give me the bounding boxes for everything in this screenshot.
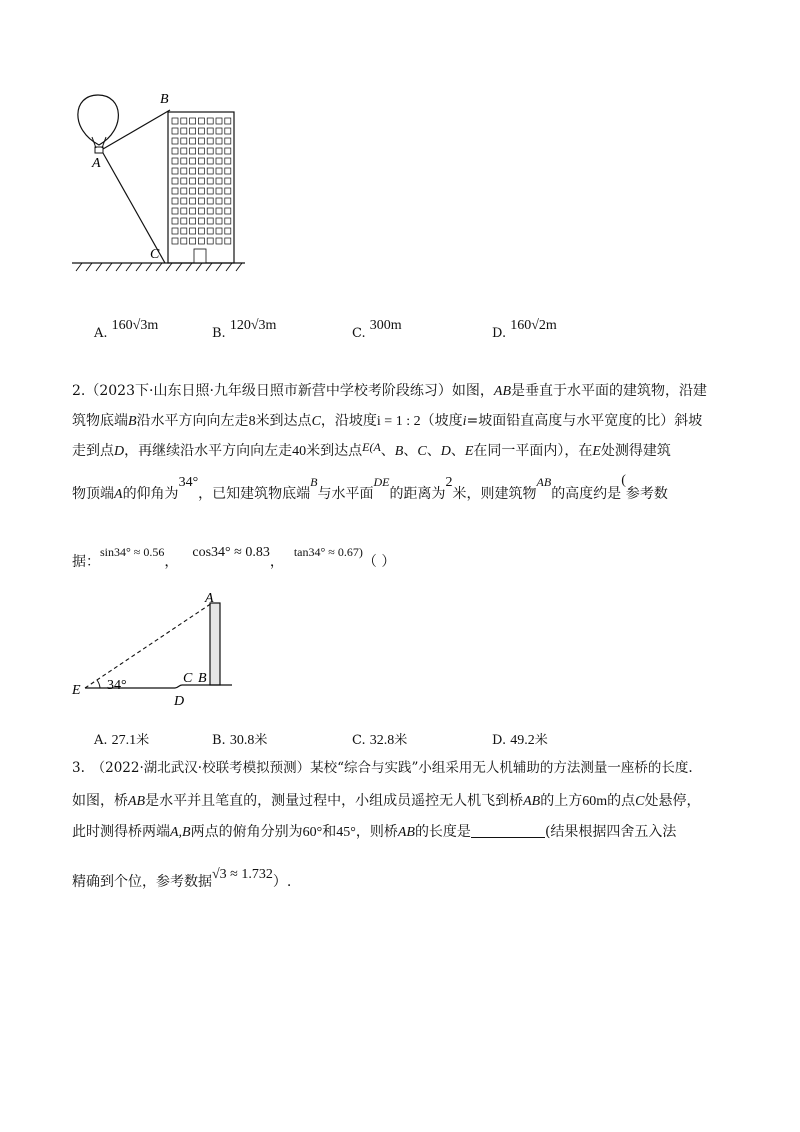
fig2-label-C: C [183,671,193,686]
q3-line-4: 精确到个位，参考数据√3 ≈ 1.732）. [72,867,292,890]
q2-option-a[interactable] [94,729,149,749]
option-value: 300m [369,318,402,333]
q1-option-b[interactable] [212,318,277,342]
q2-line-3: 走到点D，再继续沿水平方向向左走40米到达点E(A、B、C、D、E在同一平面内），在E处测得建筑 [72,440,671,459]
option-letter: B. [212,733,226,748]
option-value: 30.8 [229,733,255,748]
fig2-label-A: A [205,591,214,606]
fig1-label-A: A [92,156,101,171]
option-unit: 米 [394,733,408,748]
option-letter: D. [492,326,507,341]
fig2-label-E: E [72,683,81,698]
option-letter: B. [212,326,226,341]
figure-elevation-slope [60,588,260,723]
q3-line-1: 3. （2022·湖北武汉·校联考模拟预测）某校“综合与实践”小组采用无人机辅助的方法测量一座桥的长度. [72,760,693,776]
option-letter: C. [352,326,366,341]
q3-line-3: 此时测得桥两端A,B两点的俯角分别为60°和45°，则桥AB的长度是 (结果根据四舍五入法 [72,824,677,840]
answer-blank[interactable] [471,823,545,838]
q1-option-a[interactable] [94,318,159,342]
fig1-label-C: C [150,247,160,262]
q2-option-b[interactable] [212,729,267,749]
q2-line-2: 筑物底端B沿水平方向向左走8米到达点C，沿坡度i = 1 : 2（坡度i=坡面铅直高度与水平宽度的比）斜坡 [72,413,703,429]
option-unit: 米 [136,733,150,748]
option-value: 120√3m [229,318,277,333]
option-value: 49.2 [510,733,535,748]
option-value: 32.8 [369,733,395,748]
fig2-label-B: B [198,671,207,686]
q2-option-c[interactable] [352,729,407,749]
option-unit: 米 [534,733,548,748]
option-value: 27.1 [111,733,137,748]
fig1-label-B: B [160,92,169,107]
q1-option-d[interactable] [492,318,557,342]
option-letter: A. [94,733,108,748]
q2-line-5: 据：sin34° ≈ 0.56，cos34° ≈ 0.83，tan34° ≈ 0.67)（ ） [72,545,396,570]
fig2-label-D: D [174,694,185,709]
q2-line-1: 2.（2023下·山东日照·九年级日照市新营中学校考阶段练习）如图，AB是垂直于水平面的建筑物，沿建 [72,383,707,399]
q3-line-2: 如图，桥AB是水平并且笔直的，测量过程中，小组成员遥控无人机飞到桥AB的上方60m的点C处悬停， [72,793,701,809]
option-unit: 米 [254,733,268,748]
q1-option-c[interactable] [352,318,402,342]
option-letter: A. [94,326,108,341]
figure-balloon-building [60,85,260,285]
q2-option-d[interactable] [492,729,548,749]
option-letter: D. [492,733,507,748]
q2-line-4: 物顶端A的仰角为34°，已知建筑物底端B与水平面DE的距离为2米，则建筑物AB的高度约是(参考数 [72,473,668,502]
fig2-angle: 34° [107,678,127,693]
option-letter: C. [352,733,366,748]
option-value: 160√2m [510,318,557,333]
option-value: 160√3m [111,318,159,333]
